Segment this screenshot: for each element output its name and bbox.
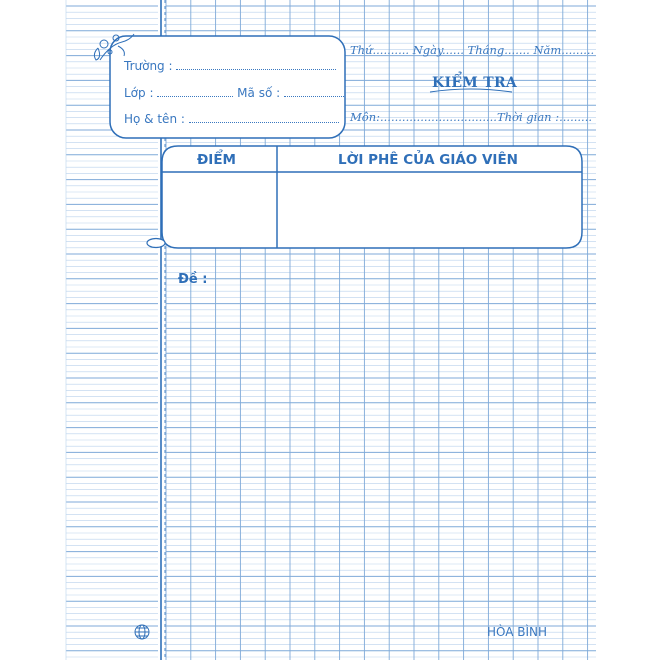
school-label: Trường : — [124, 59, 173, 73]
exam-title: KIỂM TRA — [432, 75, 518, 91]
class-field[interactable] — [157, 85, 233, 97]
comment-header: LỜI PHÊ CỦA GIÁO VIÊN — [338, 152, 518, 168]
publisher-name: HÒA BÌNH — [487, 625, 548, 639]
comment-area[interactable] — [279, 174, 580, 246]
name-row — [124, 111, 339, 126]
score-area[interactable] — [164, 174, 275, 246]
date-line: Thứ.......... Ngày...... Tháng....... Năm......... — [350, 43, 595, 57]
school-row — [124, 58, 336, 73]
question-label: Đề : — [178, 272, 208, 287]
globe-icon — [135, 625, 149, 639]
name-field[interactable] — [189, 111, 339, 123]
class-label: Lớp : — [124, 86, 154, 100]
score-header: ĐIỂM — [197, 152, 236, 168]
answer-area[interactable] — [170, 292, 590, 622]
name-label: Họ & tên : — [124, 112, 185, 126]
subject-time-line: Môn:................................Thời gian :......... — [350, 110, 593, 124]
code-label: Mã số : — [237, 86, 281, 100]
school-field[interactable] — [176, 58, 336, 70]
code-field[interactable] — [284, 85, 344, 97]
class-row — [124, 85, 344, 100]
